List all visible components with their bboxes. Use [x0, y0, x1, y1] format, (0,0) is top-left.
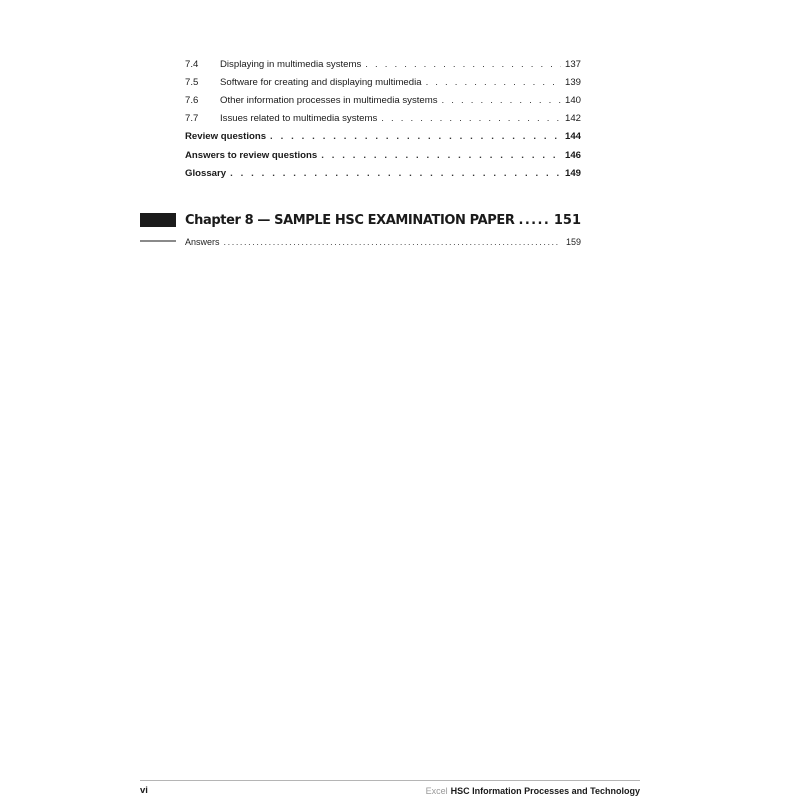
- toc-entry-answers[interactable]: [185, 234, 581, 250]
- footer-book-title: [426, 784, 640, 798]
- entry-title: Answers to review questions: [185, 150, 318, 161]
- dot-leader: [321, 148, 561, 164]
- page-number: 146: [564, 150, 581, 161]
- footer-page-number: vi: [140, 785, 148, 796]
- footer-divider: [140, 780, 640, 781]
- toc-entry-7-5[interactable]: [185, 75, 581, 91]
- page-number: 140: [564, 95, 581, 106]
- dot-leader: [518, 210, 547, 232]
- toc-entry-answers-review[interactable]: [185, 148, 581, 164]
- entry-title: Glossary: [185, 168, 227, 179]
- page-number: 139: [564, 77, 581, 88]
- chapter-marker-bar: [140, 213, 176, 227]
- chapter-title: Chapter 8 — SAMPLE HSC EXAMINATION PAPER: [185, 213, 515, 228]
- dot-leader: [426, 75, 561, 91]
- page-number: 144: [564, 131, 581, 142]
- toc-chapter-8[interactable]: [185, 210, 581, 232]
- section-number: 7.6: [185, 95, 199, 106]
- section-title: Other information processes in multimedia systems: [220, 95, 438, 106]
- page-number: 159: [565, 237, 581, 247]
- dot-leader: [224, 234, 560, 250]
- section-title: Issues related to multimedia systems: [220, 113, 378, 124]
- dot-leader: [365, 57, 561, 73]
- toc-entry-7-7[interactable]: [185, 111, 581, 127]
- dot-leader: [270, 129, 561, 145]
- section-title: Software for creating and displaying multimedia: [220, 77, 422, 88]
- dot-leader: [230, 166, 561, 182]
- entry-title: Review questions: [185, 131, 267, 142]
- section-number: 7.4: [185, 59, 199, 70]
- chapter-page-number: 151: [553, 213, 581, 228]
- entry-title: Answers: [185, 237, 220, 247]
- section-title: Displaying in multimedia systems: [220, 59, 362, 70]
- section-number: 7.5: [185, 77, 199, 88]
- toc-entry-review-questions[interactable]: [185, 129, 581, 145]
- footer-book-name: HSC Information Processes and Technology: [450, 786, 640, 796]
- sub-entry-rule: [140, 240, 176, 242]
- page-number: 142: [564, 113, 581, 124]
- page-number: 149: [564, 168, 581, 179]
- section-number: 7.7: [185, 113, 199, 124]
- dot-leader: [381, 111, 561, 127]
- toc-entry-glossary[interactable]: [185, 166, 581, 182]
- dot-leader: [442, 93, 561, 109]
- footer-brand: Excel: [425, 786, 448, 796]
- toc-entry-7-4[interactable]: [185, 57, 581, 73]
- toc-entry-7-6[interactable]: [185, 93, 581, 109]
- page-number: 137: [564, 59, 581, 70]
